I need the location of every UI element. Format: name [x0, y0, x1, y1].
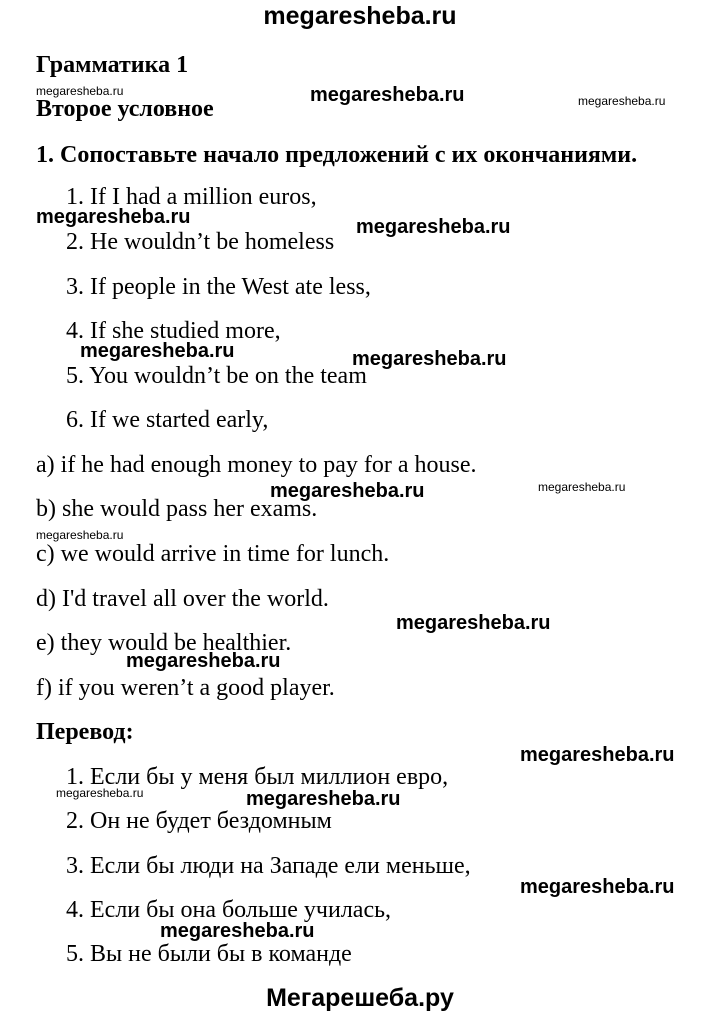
watermark: megaresheba.ru: [36, 206, 191, 228]
beginning-item: 4. If she studied more,: [66, 318, 281, 344]
watermark: megaresheba.ru: [396, 612, 551, 634]
watermark: megaresheba.ru: [520, 876, 675, 898]
site-header: megaresheba.ru: [263, 2, 457, 30]
watermark-small: megaresheba.ru: [36, 528, 124, 542]
ending-item: c) we would arrive in time for lunch.: [36, 541, 390, 567]
translation-title: Перевод:: [36, 719, 134, 745]
beginning-item: 3. If people in the West ate less,: [66, 274, 371, 300]
watermark: megaresheba.ru: [246, 788, 401, 810]
ending-item: b) she would pass her exams.: [36, 496, 318, 522]
translation-item: 4. Если бы она больше училась,: [66, 897, 392, 923]
watermark: megaresheba.ru: [270, 480, 425, 502]
beginning-item: 6. If we started early,: [66, 407, 269, 433]
watermark: megaresheba.ru: [356, 216, 511, 238]
watermark-small: megaresheba.ru: [36, 84, 124, 98]
watermark-small: megaresheba.ru: [578, 94, 666, 108]
watermark: megaresheba.ru: [80, 340, 235, 362]
subtitle: Второе условное: [36, 96, 214, 122]
watermark: megaresheba.ru: [520, 744, 675, 766]
beginning-item: 5. You wouldn’t be on the team: [66, 363, 367, 389]
watermark: megaresheba.ru: [126, 650, 281, 672]
watermark: megaresheba.ru: [310, 84, 465, 106]
translation-item: 3. Если бы люди на Западе ели меньше,: [66, 853, 471, 879]
translation-item: 5. Вы не были бы в команде: [66, 941, 352, 967]
site-footer: Мегарешеба.ру: [266, 984, 454, 1012]
task-title: 1. Сопоставьте начало предложений с их окончаниями.: [36, 142, 638, 168]
ending-item: f) if you weren’t a good player.: [36, 675, 335, 701]
ending-item: e) they would be healthier.: [36, 630, 292, 656]
ending-item: a) if he had enough money to pay for a house.: [36, 452, 477, 478]
watermark: megaresheba.ru: [160, 920, 315, 942]
section-title: Грамматика 1: [36, 52, 189, 78]
watermark: megaresheba.ru: [352, 348, 507, 370]
ending-item: d) I'd travel all over the world.: [36, 586, 329, 612]
translation-item: 1. Если бы у меня был миллион евро,: [66, 764, 449, 790]
watermark-small: megaresheba.ru: [538, 480, 626, 494]
beginning-item: 1. If I had a million euros,: [66, 184, 317, 210]
watermark-small: megaresheba.ru: [56, 786, 144, 800]
translation-item: 2. Он не будет бездомным: [66, 808, 332, 834]
beginning-item: 2. He wouldn’t be homeless: [66, 229, 335, 255]
